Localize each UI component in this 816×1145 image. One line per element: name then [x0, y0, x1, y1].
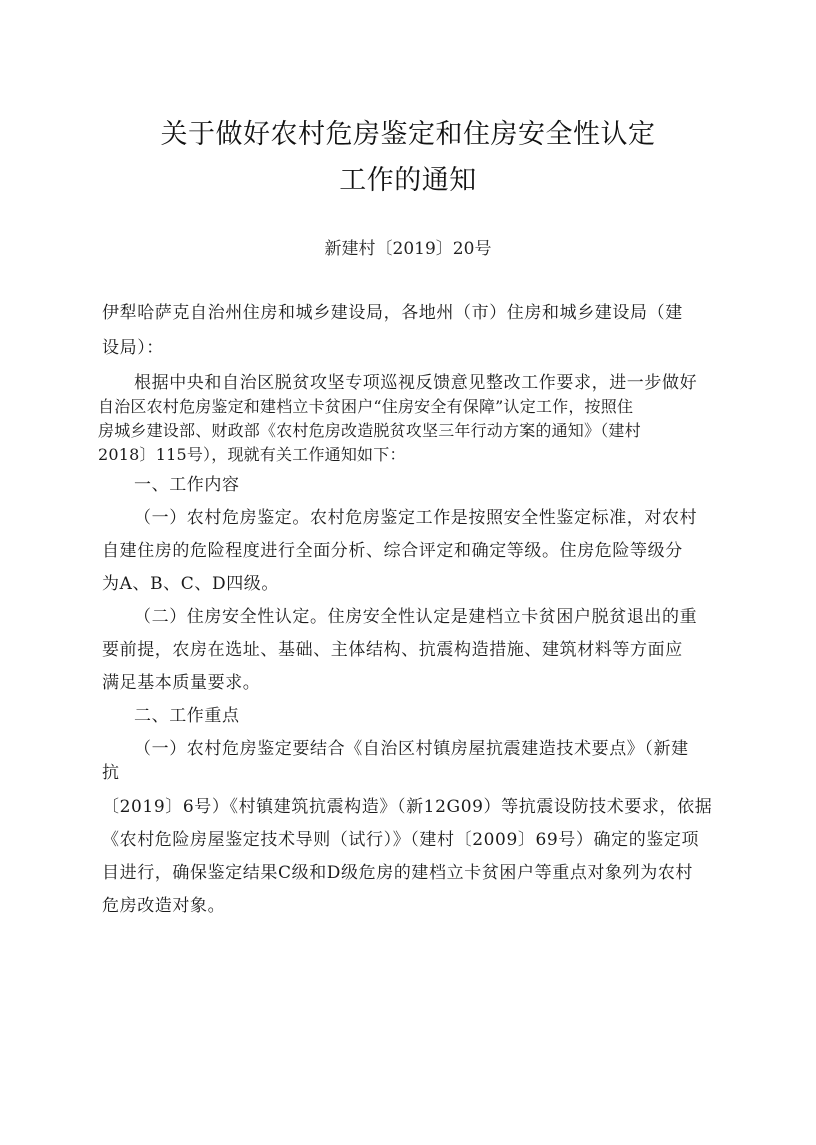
document-title-line-2: 工作的通知 — [339, 165, 477, 196]
section-1-item-2-line-2: 要前提，农房在选址、基础、主体结构、抗震构造措施、建筑材料等方面应 — [102, 640, 683, 660]
section-2-item-1-line-6: 危房改造对象。 — [102, 896, 226, 916]
section-2-heading: 二、工作重点 — [134, 706, 240, 726]
intro-line-3: 房城乡建设部、财政部《农村危房改造脱贫攻坚三年行动方案的通知》（建村 — [98, 421, 641, 440]
document-title-line-1: 关于做好农村危房鉴定和住房安全性认定 — [160, 119, 656, 150]
section-2-item-1-line-1: （一）农村危房鉴定要结合《自治区村镇房屋抗震建造技术要点》（新建 — [134, 739, 689, 759]
intro-line-1: 根据中央和自治区脱贫攻坚专项巡视反馈意见整改工作要求，进一步做好 — [134, 373, 698, 393]
intro-line-2: 自治区农村危房鉴定和建档立卡贫困户“住房安全有保障”认定工作，按照住 — [98, 397, 634, 416]
section-1-item-1-line-1: （一）农村危房鉴定。农村危房鉴定工作是按照安全性鉴定标准，对农村 — [134, 508, 698, 528]
addressee-line-2: 设局）： — [102, 338, 164, 358]
section-2-item-1-line-4: 《农村危险房屋鉴定技术导则（试行）》（建村〔2009〕69号）确定的鉴定项 — [102, 830, 700, 850]
section-1-heading: 一、工作内容 — [134, 475, 240, 495]
section-1-item-1-line-2: 自建住房的危险程度进行全面分析、综合评定和确定等级。住房危险等级分 — [102, 541, 683, 561]
section-2-item-1-line-3: 〔2019〕6号）《村镇建筑抗震构造》（新12G09）等抗震设防技术要求，依据 — [102, 797, 713, 817]
section-1-item-1-line-3: 为A、B、C、D四级。 — [102, 574, 280, 594]
document-number: 新建村〔2019〕20号 — [324, 239, 492, 259]
section-2-item-1-line-5: 目进行，确保鉴定结果C级和D级危房的建档立卡贫困户等重点对象列为农村 — [102, 863, 694, 883]
addressee-line-1: 伊犁哈萨克自治州住房和城乡建设局，各地州（市）住房和城乡建设局（建 — [102, 303, 683, 323]
section-1-item-2-line-1: （二）住房安全性认定。住房安全性认定是建档立卡贫困户脱贫退出的重 — [134, 607, 698, 627]
intro-line-4: 2018〕115号），现就有关工作通知如下： — [98, 445, 406, 464]
section-2-item-1-line-2: 抗 — [102, 763, 120, 783]
section-1-item-2-line-3: 满足基本质量要求。 — [102, 673, 261, 693]
